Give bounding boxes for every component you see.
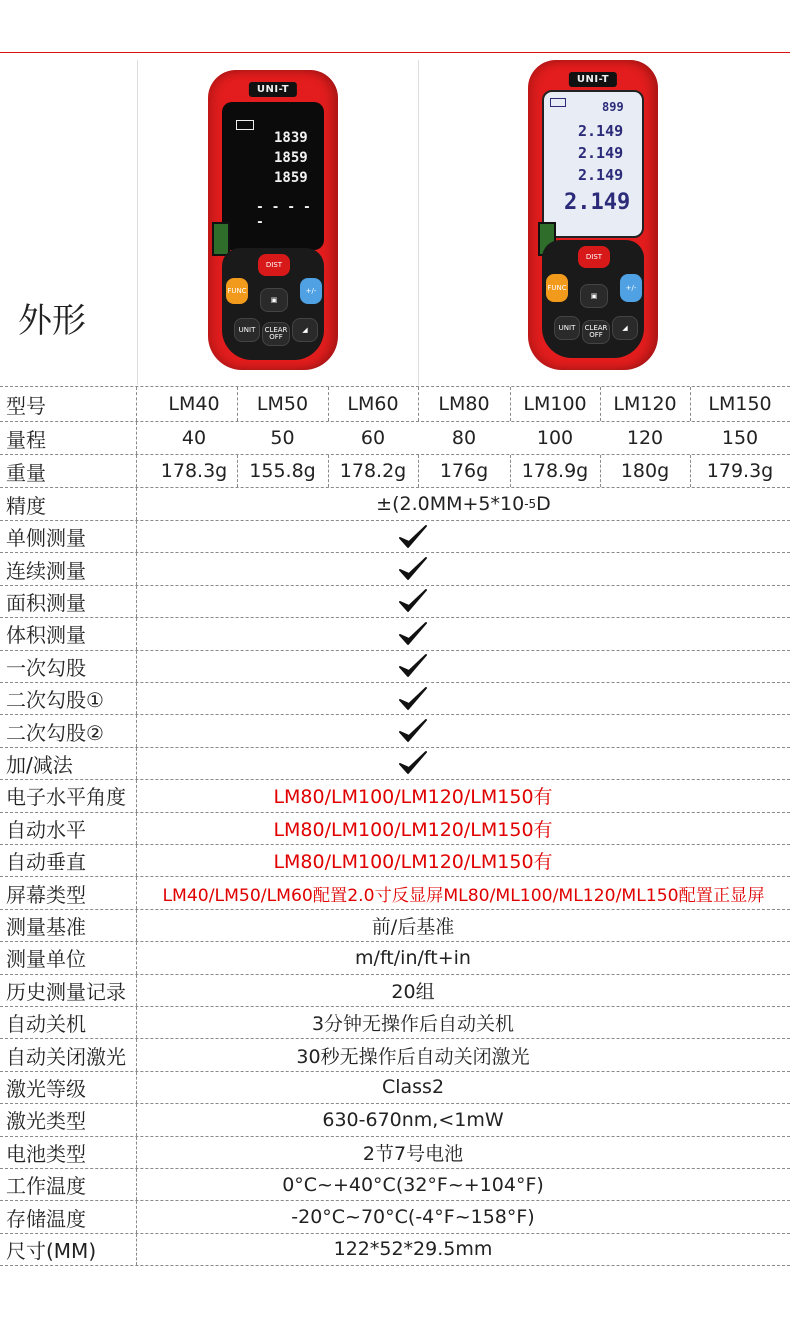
row-label: 电子水平角度 (6, 785, 126, 810)
range-cell: 60 (360, 427, 386, 449)
device-keypad (542, 240, 644, 358)
model-cell: LM80 (438, 393, 490, 415)
checkmark-icon (398, 717, 428, 745)
reference-key: ◢ (612, 316, 638, 340)
checkmark-icon (398, 587, 428, 615)
table-row-spec (0, 1072, 790, 1104)
dist-key: DIST (578, 246, 610, 268)
hero-divider (137, 60, 138, 385)
range-cell: 100 (536, 427, 574, 449)
range-cell: 120 (626, 427, 664, 449)
row-label: 测量单位 (6, 947, 86, 972)
table-row-feature (0, 521, 790, 553)
check-cell (137, 553, 689, 584)
check-cell (137, 651, 689, 682)
row-label: 二次勾股② (6, 720, 104, 745)
table-row-feature (0, 748, 790, 780)
lcd-line: 899 (602, 100, 624, 114)
weight-cell: 178.2g (339, 460, 407, 482)
table-row-spec (0, 1137, 790, 1169)
check-cell (137, 618, 689, 649)
model-cell: LM50 (256, 393, 309, 415)
row-label: 屏幕类型 (6, 882, 86, 907)
appearance-label: 外形 (18, 301, 86, 341)
clear-off-key: CLEAR OFF (582, 320, 610, 344)
model-cell: LM40 (168, 393, 220, 415)
model-cell: LM150 (708, 393, 772, 415)
dist-key: DIST (258, 254, 290, 276)
spec-value: -20°C~70°C(-4°F~158°F) (291, 1206, 535, 1229)
feature-value: LM40/LM50/LM60配置2.0寸反显屏ML80/ML100/ML120/ML150配置正显屏 (162, 885, 765, 906)
accuracy-value (137, 488, 790, 520)
check-cell (137, 748, 689, 779)
table-row-spec (0, 1104, 790, 1136)
table-row-spec (0, 975, 790, 1007)
row-label: 工作温度 (6, 1174, 86, 1199)
row-label: 历史测量记录 (6, 979, 126, 1004)
row-label: 自动垂直 (6, 850, 86, 875)
table-row-spec (0, 942, 790, 974)
lcd-main-value: 2.149 (564, 190, 631, 215)
row-label: 量程 (6, 427, 46, 452)
row-label: 激光等级 (6, 1076, 86, 1101)
top-divider (0, 52, 790, 53)
table-row-feature (0, 586, 790, 618)
row-label: 面积测量 (6, 590, 86, 615)
weight-cell: 178.3g (160, 460, 228, 482)
checkmark-icon (398, 652, 428, 680)
lcd-line: 1859 (274, 170, 308, 186)
check-cell (137, 715, 689, 746)
clear-off-key: CLEAR OFF (262, 322, 290, 346)
device-screen (542, 90, 644, 238)
device-image-left (208, 70, 338, 370)
lcd-line: 2.149 (578, 166, 624, 184)
checkmark-icon (398, 685, 428, 713)
check-cell (137, 521, 689, 552)
model-cell: LM100 (523, 393, 587, 415)
unit-key: UNIT (554, 316, 580, 340)
bubble-level-icon (212, 222, 230, 256)
checkmark-icon (398, 749, 428, 777)
table-row-weight (0, 455, 790, 488)
row-label: 一次勾股 (6, 655, 86, 680)
plus-minus-key: +/- (620, 274, 642, 302)
lcd-line: - - - - - (256, 200, 311, 230)
func-key: FUNC (226, 278, 248, 304)
feature-value: LM80/LM100/LM120/LM150有 (273, 851, 553, 874)
func-key: FUNC (546, 274, 568, 302)
feature-value: LM80/LM100/LM120/LM150有 (273, 818, 553, 841)
table-row-spec (0, 1169, 790, 1201)
brand-logo: UNI-T (569, 72, 617, 87)
table-row-spec (0, 1201, 790, 1233)
weight-cell: 178.9g (521, 460, 589, 482)
plus-minus-key: +/- (300, 278, 322, 304)
checkmark-icon (398, 620, 428, 648)
range-cell: 40 (181, 427, 207, 449)
reference-key: ◢ (292, 318, 318, 342)
weight-cell: 179.3g (706, 460, 774, 482)
table-row-feature (0, 780, 790, 812)
row-label: 自动关闭激光 (6, 1044, 126, 1069)
feature-value: LM80/LM100/LM120/LM150有 (273, 786, 553, 809)
memory-key: ▣ (260, 288, 288, 312)
table-row-feature (0, 813, 790, 845)
spec-value: 20组 (391, 980, 435, 1003)
table-row-feature (0, 651, 790, 683)
row-label: 自动关机 (6, 1012, 86, 1037)
check-cell (137, 683, 689, 714)
lcd-line: 2.149 (578, 144, 624, 162)
model-cell: LM60 (347, 393, 399, 415)
table-row-model (0, 387, 790, 422)
row-label: 尺寸(MM) (6, 1238, 97, 1263)
row-label: 体积测量 (6, 623, 86, 648)
spec-value: 前/后基准 (371, 915, 455, 938)
weight-cell: 176g (439, 460, 489, 482)
row-label: 型号 (6, 393, 46, 418)
spec-value: 630-670nm,<1mW (322, 1108, 504, 1131)
table-row-feature (0, 618, 790, 650)
table-row-range (0, 422, 790, 455)
spec-value: 30秒无操作后自动关闭激光 (296, 1045, 530, 1068)
table-row-spec (0, 1039, 790, 1071)
weight-cell: 180g (620, 460, 670, 482)
checkmark-icon (398, 523, 428, 551)
brand-logo: UNI-T (249, 82, 297, 97)
row-label: 重量 (6, 460, 46, 485)
device-keypad (222, 248, 324, 360)
weight-cell: 155.8g (249, 460, 316, 482)
range-cell: 50 (270, 427, 295, 449)
lcd-line: 2.149 (578, 122, 624, 140)
table-row-spec (0, 1007, 790, 1039)
row-label: 自动水平 (6, 817, 86, 842)
table-row-spec (0, 910, 790, 942)
spec-value: Class2 (381, 1076, 445, 1099)
table-row-feature (0, 683, 790, 715)
accuracy-unit: D (536, 493, 551, 515)
spec-value: m/ft/in/ft+in (355, 946, 471, 969)
table-row-spec (0, 1234, 790, 1266)
spec-value: 0°C~+40°C(32°F~+104°F) (282, 1173, 544, 1196)
row-label: 二次勾股① (6, 688, 104, 713)
check-cell (137, 586, 689, 617)
unit-key: UNIT (234, 318, 260, 342)
spec-value: 122*52*29.5mm (333, 1238, 493, 1261)
spec-value: 2节7号电池 (362, 1142, 464, 1165)
row-label: 激光类型 (6, 1109, 86, 1134)
row-label: 测量基准 (6, 914, 86, 939)
row-label: 连续测量 (6, 558, 86, 583)
device-image-right (528, 60, 658, 370)
device-screen (222, 102, 324, 250)
spec-value: 3分钟无操作后自动关机 (311, 1013, 515, 1036)
model-cell: LM120 (613, 393, 677, 415)
hero-divider (418, 60, 419, 385)
checkmark-icon (398, 555, 428, 583)
range-cell: 150 (721, 427, 759, 449)
table-row-accuracy (0, 488, 790, 521)
row-label: 存储温度 (6, 1206, 86, 1231)
row-label: 单侧测量 (6, 526, 86, 551)
accuracy-formula: ±(2.0MM+5*10 (376, 493, 525, 515)
row-label: 精度 (6, 493, 46, 518)
row-label: 加/减法 (6, 752, 73, 777)
table-row-feature (0, 845, 790, 877)
memory-key: ▣ (580, 284, 608, 308)
table-row-feature (0, 553, 790, 585)
row-label: 电池类型 (6, 1141, 86, 1166)
lcd-line: 1859 (274, 150, 308, 166)
battery-icon (550, 98, 566, 107)
battery-icon (236, 120, 254, 130)
table-row-feature (0, 877, 790, 909)
range-cell: 80 (451, 427, 477, 449)
table-row-feature (0, 715, 790, 747)
lcd-line: 1839 (274, 130, 308, 146)
accuracy-exponent: -5 (524, 497, 537, 511)
